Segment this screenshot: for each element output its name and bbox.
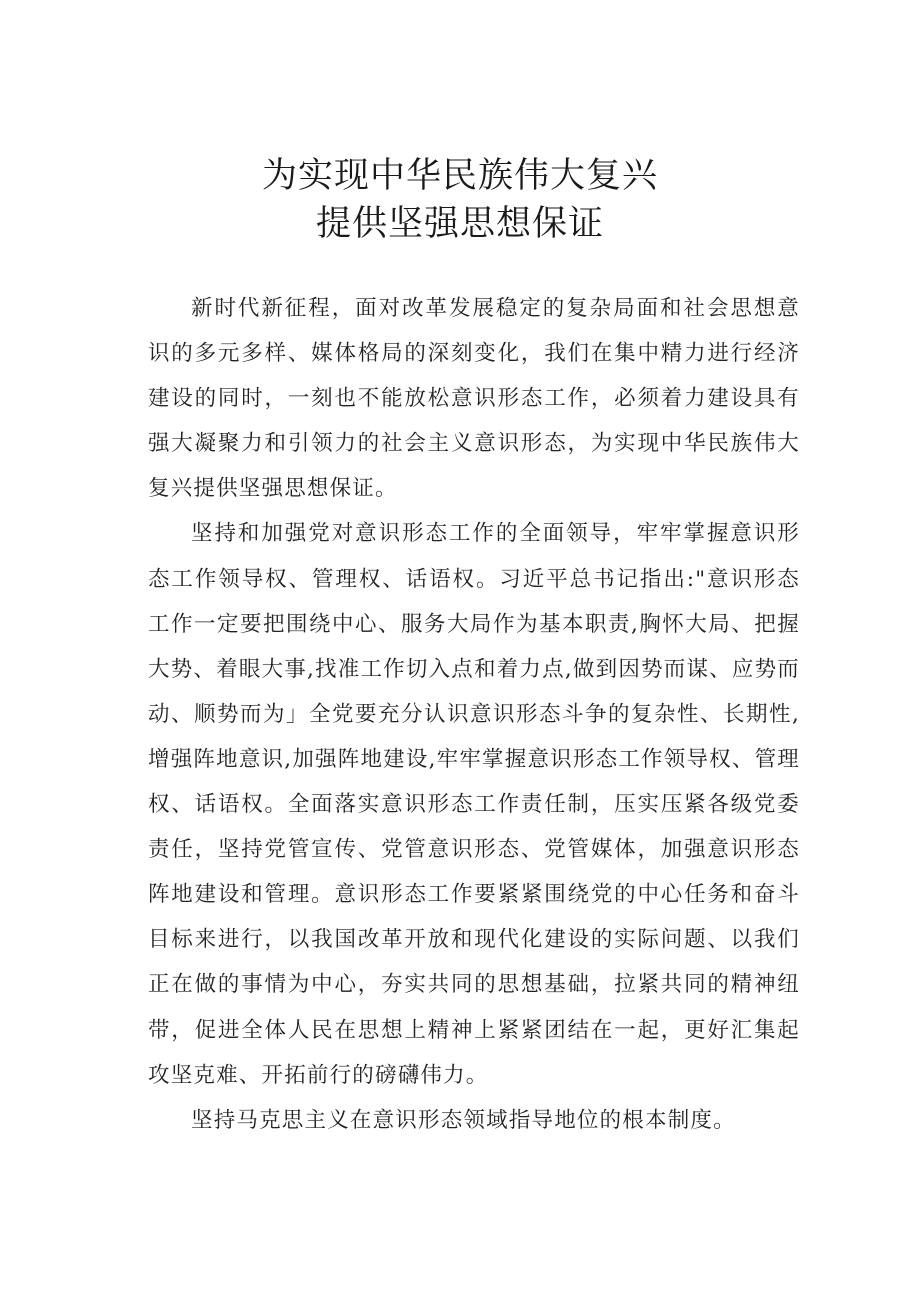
paragraph-1: 新时代新征程，面对改革发展稳定的复杂局面和社会思想意识的多元多样、媒体格局的深刻变化，我们在集中精力进行经济建设的同时，一刻也不能放松意识形态工作，必须着力建设具有强大凝聚力和引领力的社会主义意识形态，为实现中华民族伟大复兴提供坚强思想保证。: [148, 296, 800, 502]
document-title: [0, 152, 920, 248]
paragraph-3: 坚持马克思主义在意识形态领域指导地位的根本制度。: [191, 1107, 736, 1133]
title-line-2: 提供坚强思想保证: [315, 204, 604, 244]
paragraph-2: 坚持和加强党对意识形态工作的全面领导，牢牢掌握意识形态工作领导权、管理权、话语权。习近平总书记指出:"意识形态工作一定要把围绕中心、服务大局作为基本职责,胸怀大局、把握大势、着眼大事,找准工作切入点和着力点,做到因势而谋、应势而动、顺势而为」全党要充分认识意识形态斗争的复杂性、长期性,增强阵地意识,加强阵地建设,牢牢掌握意识形态工作领导权、管理权、话语权。全面落实意识形态工作责任制，压实压紧各级党委责任，坚持党管宣传、党管意识形态、党管媒体，加强意识形态阵地建设和管理。意识形态工作要紧紧围绕党的中心任务和奋斗目标来进行，以我国改革开放和现代化建设的实际问题、以我们正在做的事情为中心，夯实共同的思想基础，拉紧共同的精神纽带，促进全体人民在思想上精神上紧紧团结在一起，更好汇集起攻坚克难、开拓前行的磅礴伟力。: [148, 521, 800, 1088]
title-line-1: 为实现中华民族伟大复兴: [261, 156, 658, 196]
document-body: [148, 286, 800, 1143]
